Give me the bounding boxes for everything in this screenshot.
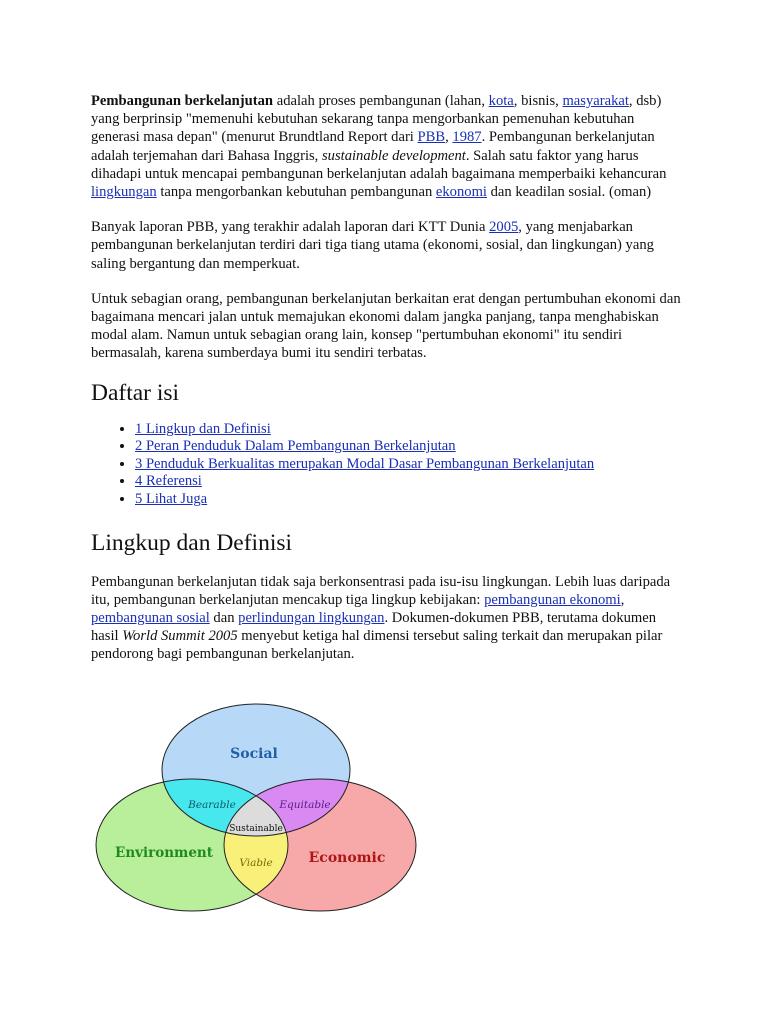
italic-world-summit: World Summit 2005 [122,628,238,645]
toc-list [91,421,681,509]
link-pembangunan-ekonomi[interactable]: pembangunan ekonomi [484,591,621,608]
link-masyarakat[interactable]: masyarakat [562,93,629,109]
toc-link-1[interactable]: 1 Lingkup dan Definisi [135,420,271,437]
toc-item [135,473,681,491]
toc-link-5[interactable]: 5 Lihat Juga [135,491,208,508]
italic-term: sustainable development [321,147,466,164]
link-pbb[interactable]: PBB [417,129,446,146]
sustainable-label: Sustainable [229,824,283,834]
link-2005[interactable]: 2005 [489,219,519,236]
link-lingkungan[interactable]: lingkungan [91,184,157,201]
scope-heading: Lingkup dan Definisi [91,529,293,556]
bearable-label: Bearable [188,799,236,811]
toc-link-4[interactable]: 4 Referensi [135,473,202,490]
social-label: Social [230,746,278,762]
link-pembangunan-sosial[interactable]: pembangunan sosial [91,610,210,627]
intro-paragraph: Pembangunan berkelanjutan adalah proses pembangunan (lahan, kota, bisnis, masyarakat, dsb) yang berprinsip "memenuhi kebutuhan sekarang tanpa mengorbankan pemenuhan kebutuhan generasi masa depan" (menurut Brundtland Report dari PBB, 1987. Pembangunan berkelanjutan adalah terjemahan dari Bahasa Inggris, sustainable development. Salah satu faktor yang harus dihadapi untuk mencapai pembangunan berkelanjutan adalah bagaimana memperbaiki kehancuran lingkungan tanpa mengorbankan kebutuhan pembangunan ekonomi dan keadilan sosial. (oman) [91,93,667,201]
equitable-label: Equitable [279,799,331,811]
link-ekonomi[interactable]: ekonomi [435,184,487,201]
article [91,92,681,664]
ktt-paragraph: Banyak laporan PBB, yang terakhir adalah laporan dari KTT Dunia 2005, yang menjabarkan pembangunan berkelanjutan terdiri dari tiga tiang utama (ekonomi, sosial, dan lingkungan) yang saling bergantung dan memperkuat. [91,219,654,272]
toc-item [135,421,681,439]
toc-item [135,438,681,456]
toc-item [135,491,681,509]
bold-term: Pembangunan berkelanjutan [91,93,274,109]
toc-item [135,456,681,474]
sustainability-venn-diagram [94,700,420,916]
growth-paragraph: Untuk sebagian orang, pembangunan berkelanjutan berkaitan erat dengan pertumbuhan ekonomi dan bagaimana mencari jalan untuk memajukan ekonomi dalam jangka panjang, tanpa menghabiskan modal alam. Namun untuk sebagian orang lain, konsep "pertumbuhan ekonomi" itu sendiri bermasalah, karena sumberdaya bumi itu sendiri terbatas. [91,290,681,362]
link-kota[interactable]: kota [488,93,514,109]
toc-heading: Daftar isi [91,379,180,406]
scope-paragraph: Pembangunan berkelanjutan tidak saja berkonsentrasi pada isu-isu lingkungan. Lebih luas daripada itu, pembangunan berkelanjutan mencakup tiga lingkup kebijakan: pembangunan ekonomi, pembangunan sosial dan perlindungan lingkungan. Dokumen-dokumen PBB, terutama dokumen hasil World Summit 2005 menyebut ketiga hal dimensi tersebut saling terkait dan merupakan pilar pendorong bagi pembangunan berkelanjutan. [91,573,671,663]
environment-label: Environment [115,845,213,861]
toc-link-2[interactable]: 2 Peran Penduduk Dalam Pembangunan Berkelanjutan [135,438,456,455]
viable-label: Viable [239,857,273,869]
link-1987[interactable]: 1987 [452,129,482,146]
link-perlindungan-lingkungan[interactable]: perlindungan lingkungan [238,610,385,627]
economic-label: Economic [308,850,386,866]
toc-link-3[interactable]: 3 Penduduk Berkualitas merupakan Modal Dasar Pembangunan Berkelanjutan [135,455,595,472]
